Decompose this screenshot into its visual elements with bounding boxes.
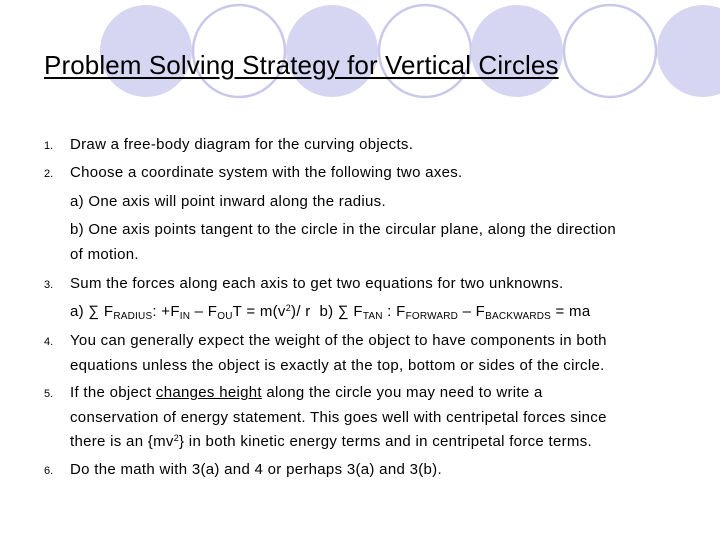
slide-title: Problem Solving Strategy for Vertical Circles xyxy=(44,50,559,80)
item-5-number: 5. xyxy=(44,388,54,400)
item-1-number: 1. xyxy=(44,140,54,152)
item-3-equations xyxy=(70,303,590,320)
item-2-text: Choose a coordinate system with the following two axes. xyxy=(70,164,463,181)
item-4-line-2: equations unless the object is exactly at the top, bottom or sides of the circle. xyxy=(70,357,605,374)
eq-a-sub-out: OU xyxy=(217,311,233,322)
item-5-sup-2: 2 xyxy=(173,433,180,443)
eq-a-mid-2: – F xyxy=(190,303,218,320)
item-5-line-2: conservation of energy statement. This goes well with centripetal forces since xyxy=(70,409,607,426)
eq-b-sub-forward: FORWARD xyxy=(405,311,459,322)
item-5-line-3 xyxy=(70,433,592,450)
item-3-text: Sum the forces along each axis to get two equations for two unknowns. xyxy=(70,275,564,292)
item-5-line-3-pre: there is an {mv xyxy=(70,433,174,450)
item-5-underlined-phrase: changes height xyxy=(155,384,262,401)
eq-a-mid-1: : +F xyxy=(152,303,180,320)
item-6-number: 6. xyxy=(44,465,54,477)
eq-b-end: = ma xyxy=(551,303,591,320)
item-5-line-1-post: along the circle you may need to write a xyxy=(261,384,543,401)
eq-b-sub-tan: TAN xyxy=(362,311,383,322)
item-2-number: 2. xyxy=(44,168,54,180)
item-6-text: Do the math with 3(a) and 4 or perhaps 3(a) and 3(b). xyxy=(70,461,442,478)
eq-b-sub-backwards: BACKWARDS xyxy=(485,311,552,322)
item-5-line-3-post: } in both kinetic energy terms and in centripetal force terms. xyxy=(179,433,592,450)
item-5-line-1 xyxy=(70,384,543,401)
item-2-sub-b-line-2: of motion. xyxy=(70,246,139,263)
eq-a-sup-2: 2 xyxy=(285,303,292,313)
item-1-text: Draw a free-body diagram for the curving objects. xyxy=(70,136,414,153)
item-2-sub-b-line-1: b) One axis points tangent to the circle in the circular plane, along the direction xyxy=(70,221,617,238)
eq-b-prefix: b) ∑ F xyxy=(319,303,363,320)
eq-b-mid-1: : F xyxy=(382,303,406,320)
item-4-number: 4. xyxy=(44,336,54,348)
item-4-line-1: You can generally expect the weight of the object to have components in both xyxy=(70,332,607,349)
eq-a-prefix: a) ∑ F xyxy=(70,303,114,320)
eq-b-mid-2: – F xyxy=(458,303,486,320)
eq-a-mid-3: T = m(v xyxy=(232,303,286,320)
item-5-line-1-pre: If the object xyxy=(70,384,156,401)
eq-a-end: )/ r xyxy=(291,303,311,320)
item-2-sub-a: a) One axis will point inward along the radius. xyxy=(70,193,386,210)
eq-a-sub-radius: RADIUS xyxy=(113,311,153,322)
item-3-number: 3. xyxy=(44,279,54,291)
eq-a-sub-in: IN xyxy=(179,311,191,322)
